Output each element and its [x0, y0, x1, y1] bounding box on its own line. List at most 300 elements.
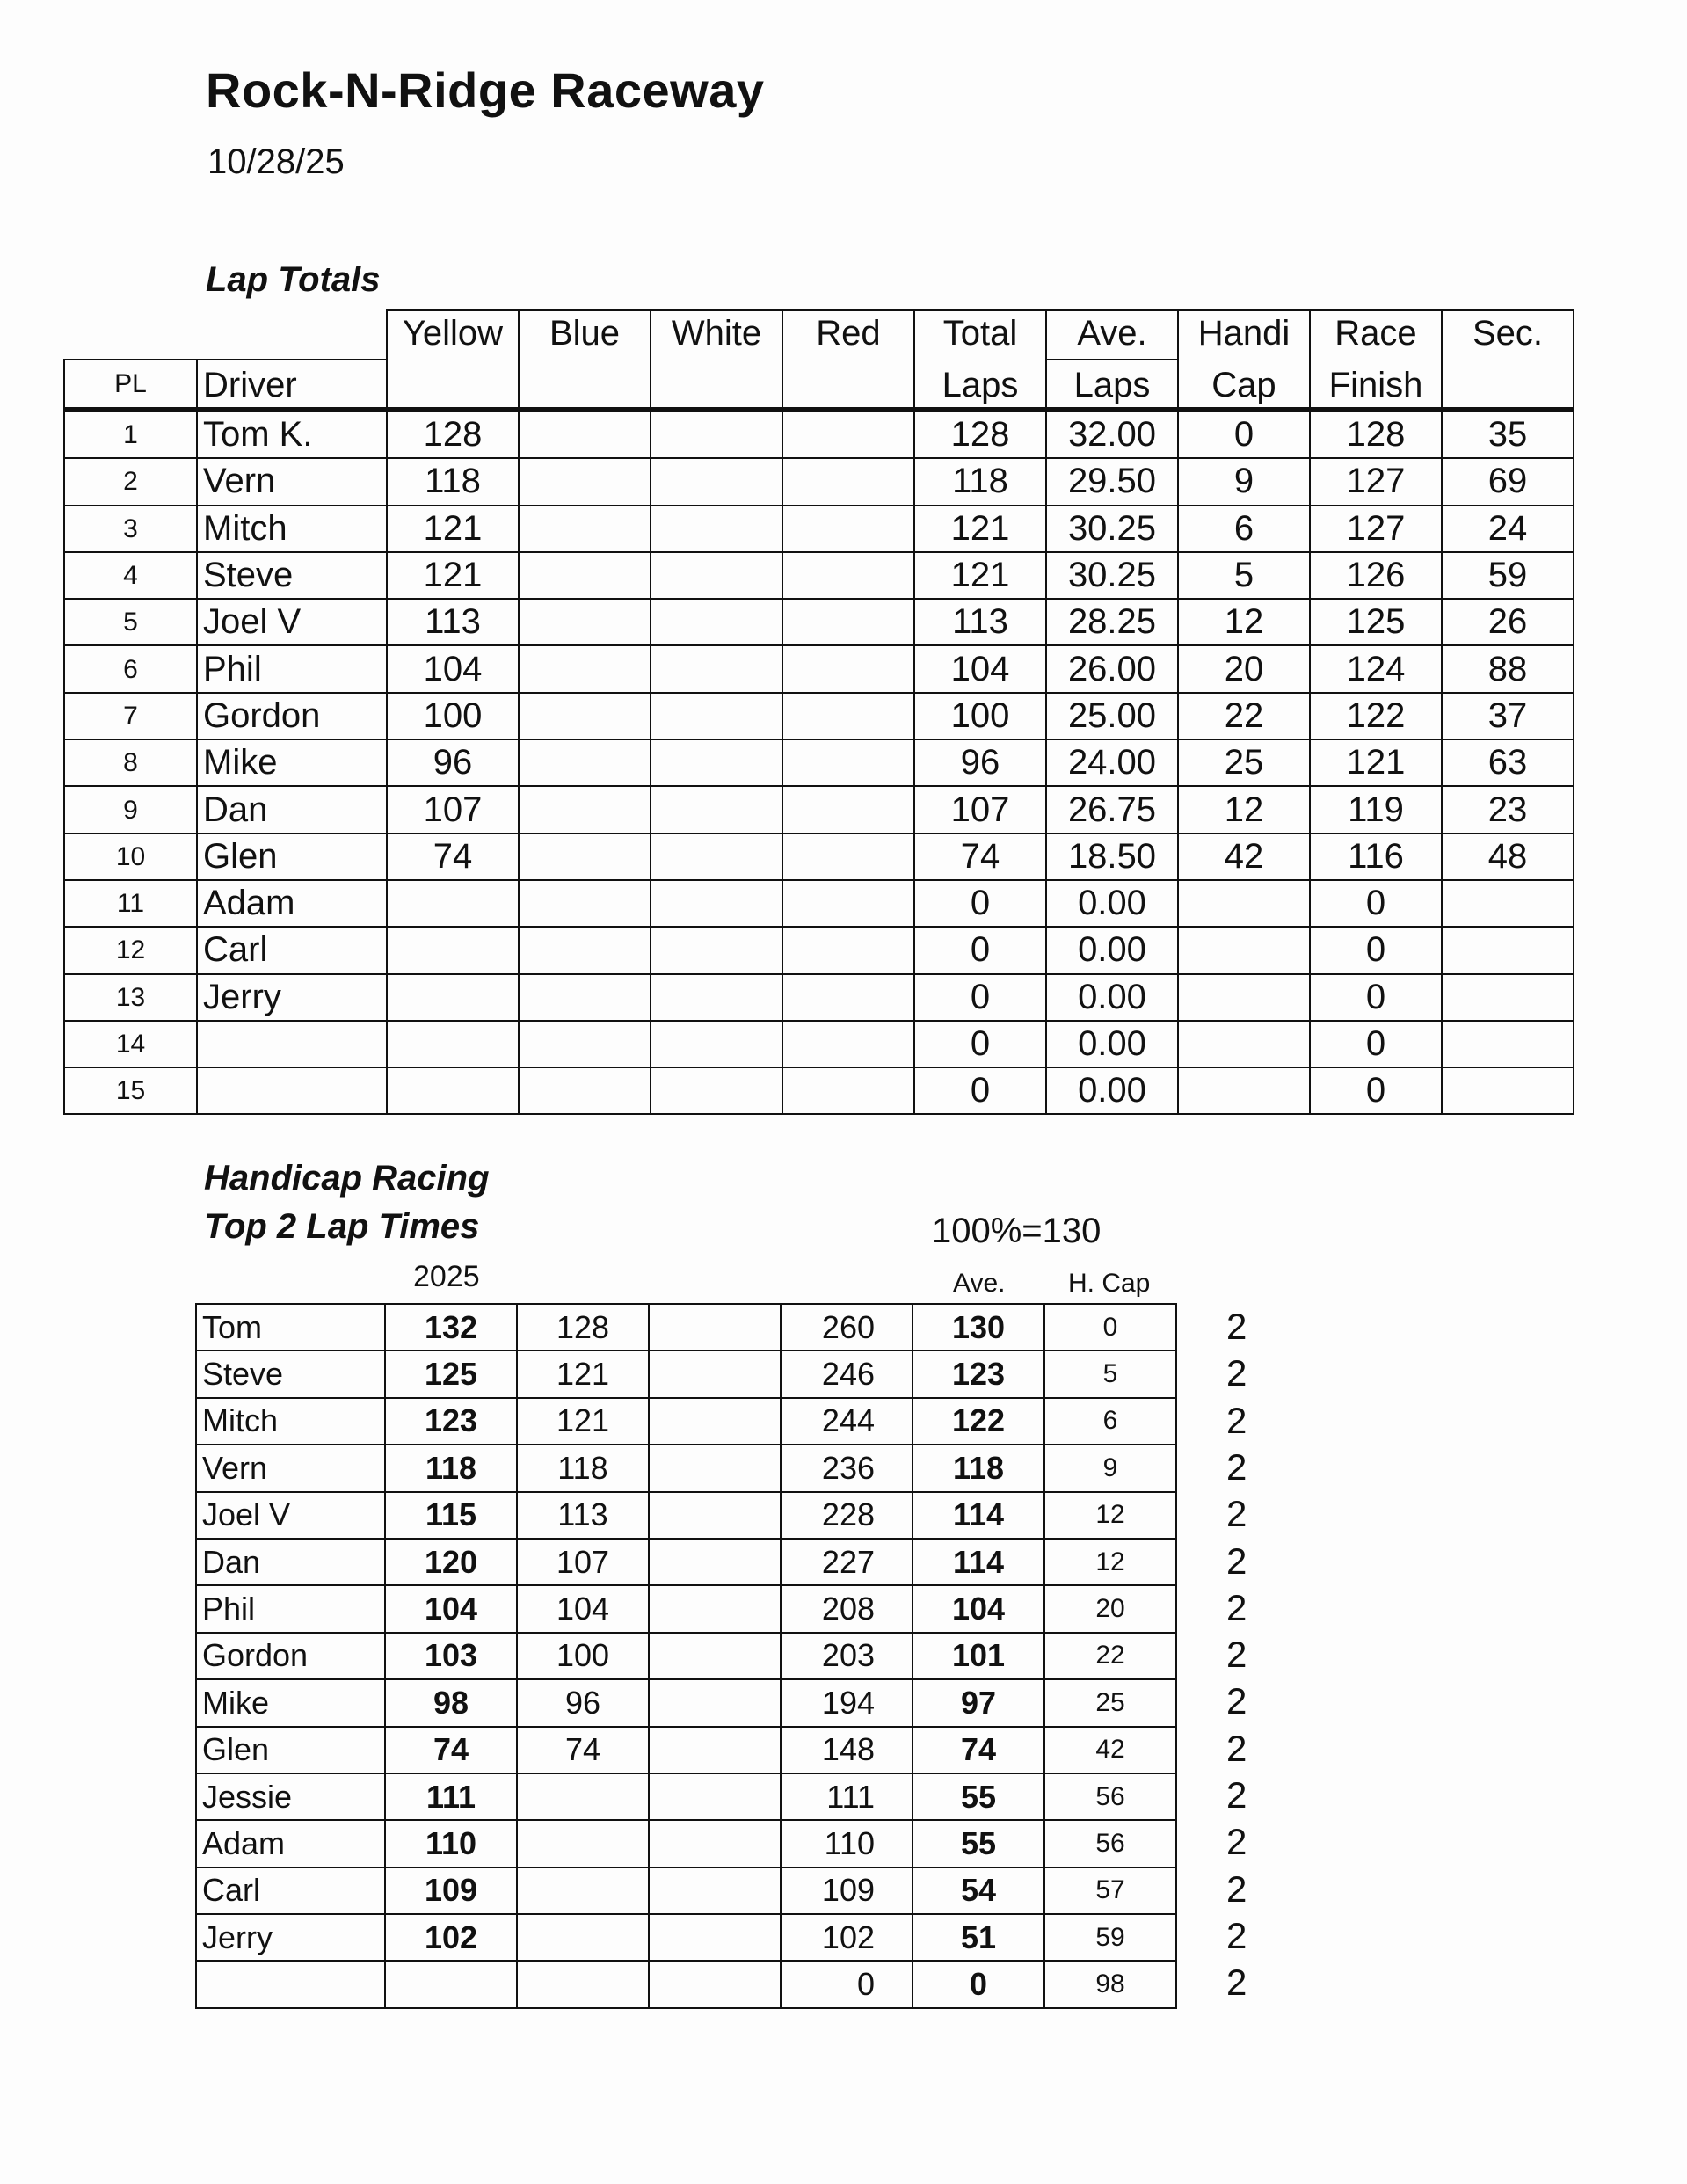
top2-heading: Top 2 Lap Times	[204, 1207, 480, 1246]
yellow-cell: 100	[387, 693, 519, 739]
blue-cell	[519, 506, 651, 552]
red-cell	[782, 1067, 914, 1114]
total-cell: 148	[781, 1727, 913, 1773]
year-label: 2025	[413, 1260, 480, 1293]
lap-row	[64, 927, 1574, 973]
yellow-cell: 118	[387, 458, 519, 505]
race-finish-cell: 122	[1310, 693, 1442, 739]
sec-cell	[1442, 880, 1574, 927]
white-cell	[651, 645, 782, 692]
yellow-cell	[387, 974, 519, 1021]
white-cell	[651, 458, 782, 505]
yellow-cell: 113	[387, 599, 519, 645]
handicap-row	[196, 1350, 1176, 1397]
sec-cell: 26	[1442, 599, 1574, 645]
average-cell: 122	[913, 1398, 1044, 1445]
race-finish-cell: 0	[1310, 1067, 1442, 1114]
header-ave-top: Ave.	[1046, 310, 1178, 360]
yellow-cell: 74	[387, 834, 519, 880]
lap-row	[64, 552, 1574, 599]
blank-cell	[649, 1633, 781, 1679]
blue-cell	[519, 599, 651, 645]
driver-cell: Tom	[196, 1304, 385, 1350]
driver-cell: Joel V	[196, 1492, 385, 1539]
pl-cell: 4	[64, 552, 197, 599]
driver-cell: Glen	[196, 1727, 385, 1773]
white-cell	[651, 834, 782, 880]
sec-cell: 37	[1442, 693, 1574, 739]
handicap-cell	[1178, 880, 1310, 927]
red-cell	[782, 693, 914, 739]
header-sec: Sec.	[1442, 310, 1574, 360]
second-lap-cell	[517, 1961, 649, 2007]
ave-laps-cell: 18.50	[1046, 834, 1178, 880]
second-lap-cell: 104	[517, 1585, 649, 1632]
total-laps-cell: 0	[914, 974, 1046, 1021]
count-value: 2	[1226, 1445, 1247, 1488]
header-red: Red	[782, 310, 914, 360]
white-cell	[651, 506, 782, 552]
ave-label: Ave.	[953, 1269, 1006, 1298]
blank-cell	[649, 1585, 781, 1632]
handicap-row	[196, 1727, 1176, 1773]
count-value: 2	[1226, 1399, 1247, 1441]
header-driver: Driver	[197, 360, 387, 410]
second-lap-cell: 107	[517, 1539, 649, 1585]
ave-laps-cell: 30.25	[1046, 506, 1178, 552]
blank-cell	[649, 1398, 781, 1445]
red-cell	[782, 974, 914, 1021]
total-cell: 203	[781, 1633, 913, 1679]
pl-cell: 14	[64, 1021, 197, 1067]
hcap-cell: 0	[1044, 1304, 1176, 1350]
handicap-row	[196, 1398, 1176, 1445]
race-date: 10/28/25	[207, 142, 345, 181]
yellow-cell	[387, 880, 519, 927]
blank-cell	[649, 1727, 781, 1773]
total-cell: 208	[781, 1585, 913, 1632]
sec-cell	[1442, 1021, 1574, 1067]
count-value: 2	[1226, 1821, 1247, 1863]
ave-laps-cell: 26.00	[1046, 645, 1178, 692]
yellow-cell	[387, 1067, 519, 1114]
handicap-cell	[1178, 974, 1310, 1021]
percent-label: 100%=130	[932, 1212, 1102, 1250]
count-value: 2	[1226, 1352, 1247, 1394]
blank-cell	[649, 1304, 781, 1350]
average-cell: 51	[913, 1914, 1044, 1961]
handicap-row	[196, 1914, 1176, 1961]
lap-row	[64, 645, 1574, 692]
blank-cell	[649, 1445, 781, 1491]
lap-header-row-2	[64, 360, 1574, 410]
second-lap-cell	[517, 1867, 649, 1914]
race-finish-cell: 124	[1310, 645, 1442, 692]
header-handicap-bottom: Cap	[1178, 360, 1310, 410]
hcap-cell: 12	[1044, 1539, 1176, 1585]
ave-laps-cell: 0.00	[1046, 1021, 1178, 1067]
blank-cell	[649, 1820, 781, 1867]
yellow-cell: 107	[387, 786, 519, 833]
total-laps-cell: 107	[914, 786, 1046, 833]
blue-cell	[519, 786, 651, 833]
ave-laps-cell: 0.00	[1046, 974, 1178, 1021]
average-cell: 74	[913, 1727, 1044, 1773]
red-cell	[782, 739, 914, 786]
red-cell	[782, 1021, 914, 1067]
second-lap-cell	[517, 1820, 649, 1867]
driver-cell: Dan	[197, 786, 387, 833]
handicap-heading: Handicap Racing	[204, 1159, 490, 1198]
lap-row	[64, 974, 1574, 1021]
sec-cell: 69	[1442, 458, 1574, 505]
race-finish-cell: 116	[1310, 834, 1442, 880]
handicap-cell: 20	[1178, 645, 1310, 692]
best-lap-cell: 120	[385, 1539, 517, 1585]
hcap-cell: 56	[1044, 1773, 1176, 1820]
second-lap-cell: 121	[517, 1398, 649, 1445]
pl-cell: 8	[64, 739, 197, 786]
total-cell: 236	[781, 1445, 913, 1491]
handicap-row	[196, 1492, 1176, 1539]
header-ave-bottom: Laps	[1046, 360, 1178, 410]
header-cell	[651, 360, 782, 410]
yellow-cell: 121	[387, 552, 519, 599]
red-cell	[782, 834, 914, 880]
hcap-cell: 59	[1044, 1914, 1176, 1961]
average-cell: 123	[913, 1350, 1044, 1397]
white-cell	[651, 1021, 782, 1067]
total-cell: 111	[781, 1773, 913, 1820]
driver-cell: Phil	[197, 645, 387, 692]
sec-cell: 63	[1442, 739, 1574, 786]
lap-row	[64, 1067, 1574, 1114]
white-cell	[651, 552, 782, 599]
red-cell	[782, 880, 914, 927]
hcap-cell: 25	[1044, 1679, 1176, 1726]
header-total-bottom: Laps	[914, 360, 1046, 410]
lap-row	[64, 880, 1574, 927]
hcap-cell: 56	[1044, 1820, 1176, 1867]
blank-corner	[64, 310, 197, 360]
average-cell: 55	[913, 1820, 1044, 1867]
ave-laps-cell: 0.00	[1046, 880, 1178, 927]
blue-cell	[519, 410, 651, 458]
race-finish-cell: 127	[1310, 458, 1442, 505]
total-laps-cell: 0	[914, 927, 1046, 973]
red-cell	[782, 552, 914, 599]
count-value: 2	[1226, 1867, 1247, 1910]
count-value: 2	[1226, 1540, 1247, 1582]
yellow-cell: 96	[387, 739, 519, 786]
total-cell: 228	[781, 1492, 913, 1539]
total-laps-cell: 121	[914, 506, 1046, 552]
blank-cell	[649, 1867, 781, 1914]
header-cell	[782, 360, 914, 410]
best-lap-cell: 111	[385, 1773, 517, 1820]
driver-cell: Dan	[196, 1539, 385, 1585]
handicap-cell: 9	[1178, 458, 1310, 505]
total-cell: 194	[781, 1679, 913, 1726]
handicap-table	[195, 1303, 1177, 2009]
handicap-cell: 42	[1178, 834, 1310, 880]
driver-cell: Mitch	[196, 1398, 385, 1445]
red-cell	[782, 927, 914, 973]
white-cell	[651, 786, 782, 833]
second-lap-cell	[517, 1914, 649, 1961]
race-finish-cell: 119	[1310, 786, 1442, 833]
handicap-row	[196, 1867, 1176, 1914]
lap-row	[64, 739, 1574, 786]
header-yellow: Yellow	[387, 310, 519, 360]
blank-cell	[649, 1961, 781, 2007]
blue-cell	[519, 552, 651, 599]
count-value: 2	[1226, 1680, 1247, 1722]
hcap-cell: 42	[1044, 1727, 1176, 1773]
driver-cell: Vern	[197, 458, 387, 505]
yellow-cell: 128	[387, 410, 519, 458]
second-lap-cell: 128	[517, 1304, 649, 1350]
best-lap-cell: 103	[385, 1633, 517, 1679]
yellow-cell: 104	[387, 645, 519, 692]
blank-cell	[649, 1350, 781, 1397]
lap-header-row-1	[64, 310, 1574, 360]
best-lap-cell: 115	[385, 1492, 517, 1539]
driver-cell: Gordon	[197, 693, 387, 739]
total-cell: 102	[781, 1914, 913, 1961]
yellow-cell	[387, 927, 519, 973]
driver-cell: Tom K.	[197, 410, 387, 458]
header-blue: Blue	[519, 310, 651, 360]
total-laps-cell: 113	[914, 599, 1046, 645]
count-value: 2	[1226, 1586, 1247, 1628]
handicap-row	[196, 1773, 1176, 1820]
blank-cell	[649, 1539, 781, 1585]
driver-cell: Mitch	[197, 506, 387, 552]
hcap-cell: 9	[1044, 1445, 1176, 1491]
hcap-cell: 20	[1044, 1585, 1176, 1632]
best-lap-cell: 132	[385, 1304, 517, 1350]
blue-cell	[519, 834, 651, 880]
hcap-cell: 5	[1044, 1350, 1176, 1397]
handicap-row	[196, 1961, 1176, 2007]
total-laps-cell: 104	[914, 645, 1046, 692]
driver-cell: Adam	[196, 1820, 385, 1867]
best-lap-cell: 118	[385, 1445, 517, 1491]
average-cell: 55	[913, 1773, 1044, 1820]
hcap-label: H. Cap	[1068, 1269, 1151, 1298]
total-cell: 0	[781, 1961, 913, 2007]
best-lap-cell: 98	[385, 1679, 517, 1726]
header-cell	[387, 360, 519, 410]
count-value: 2	[1226, 1727, 1247, 1769]
total-laps-cell: 0	[914, 1067, 1046, 1114]
second-lap-cell: 74	[517, 1727, 649, 1773]
ave-laps-cell: 26.75	[1046, 786, 1178, 833]
blue-cell	[519, 1067, 651, 1114]
pl-cell: 5	[64, 599, 197, 645]
second-lap-cell: 100	[517, 1633, 649, 1679]
driver-cell: Adam	[197, 880, 387, 927]
red-cell	[782, 506, 914, 552]
white-cell	[651, 599, 782, 645]
driver-cell: Phil	[196, 1585, 385, 1632]
ave-laps-cell: 0.00	[1046, 1067, 1178, 1114]
pl-cell: 2	[64, 458, 197, 505]
white-cell	[651, 693, 782, 739]
average-cell: 118	[913, 1445, 1044, 1491]
driver-cell: Jessie	[196, 1773, 385, 1820]
average-cell: 114	[913, 1539, 1044, 1585]
race-finish-cell: 126	[1310, 552, 1442, 599]
driver-cell	[197, 1021, 387, 1067]
handicap-cell	[1178, 1067, 1310, 1114]
handicap-row	[196, 1304, 1176, 1350]
pl-cell: 1	[64, 410, 197, 458]
handicap-row	[196, 1633, 1176, 1679]
second-lap-cell: 118	[517, 1445, 649, 1491]
handicap-cell	[1178, 1021, 1310, 1067]
driver-cell: Vern	[196, 1445, 385, 1491]
blue-cell	[519, 974, 651, 1021]
handicap-row	[196, 1445, 1176, 1491]
total-laps-cell: 121	[914, 552, 1046, 599]
pl-cell: 15	[64, 1067, 197, 1114]
blue-cell	[519, 1021, 651, 1067]
second-lap-cell: 121	[517, 1350, 649, 1397]
sec-cell: 59	[1442, 552, 1574, 599]
header-handicap-top: Handi	[1178, 310, 1310, 360]
driver-cell: Carl	[197, 927, 387, 973]
driver-cell	[196, 1961, 385, 2007]
lap-row	[64, 786, 1574, 833]
second-lap-cell	[517, 1773, 649, 1820]
ave-laps-cell: 24.00	[1046, 739, 1178, 786]
red-cell	[782, 599, 914, 645]
race-finish-cell: 0	[1310, 927, 1442, 973]
hcap-cell: 22	[1044, 1633, 1176, 1679]
sec-cell	[1442, 927, 1574, 973]
average-cell: 54	[913, 1867, 1044, 1914]
count-value: 2	[1226, 1634, 1247, 1676]
driver-cell: Mike	[196, 1679, 385, 1726]
total-laps-cell: 100	[914, 693, 1046, 739]
average-cell: 130	[913, 1304, 1044, 1350]
sec-cell: 88	[1442, 645, 1574, 692]
header-cell	[519, 360, 651, 410]
average-cell: 97	[913, 1679, 1044, 1726]
sec-cell: 23	[1442, 786, 1574, 833]
driver-cell: Steve	[196, 1350, 385, 1397]
best-lap-cell: 110	[385, 1820, 517, 1867]
driver-cell: Jerry	[196, 1914, 385, 1961]
total-cell: 244	[781, 1398, 913, 1445]
handicap-row	[196, 1820, 1176, 1867]
pl-cell: 6	[64, 645, 197, 692]
race-finish-cell: 0	[1310, 974, 1442, 1021]
total-laps-cell: 96	[914, 739, 1046, 786]
handicap-row	[196, 1585, 1176, 1632]
second-lap-cell: 113	[517, 1492, 649, 1539]
header-race-top: Race	[1310, 310, 1442, 360]
total-laps-cell: 118	[914, 458, 1046, 505]
header-race-bottom: Finish	[1310, 360, 1442, 410]
best-lap-cell: 104	[385, 1585, 517, 1632]
pl-cell: 3	[64, 506, 197, 552]
red-cell	[782, 410, 914, 458]
handicap-row	[196, 1539, 1176, 1585]
red-cell	[782, 786, 914, 833]
ave-laps-cell: 0.00	[1046, 927, 1178, 973]
red-cell	[782, 645, 914, 692]
lap-row	[64, 599, 1574, 645]
white-cell	[651, 974, 782, 1021]
sec-cell: 48	[1442, 834, 1574, 880]
blue-cell	[519, 693, 651, 739]
driver-cell: Jerry	[197, 974, 387, 1021]
page-title: Rock-N-Ridge Raceway	[206, 62, 765, 118]
blue-cell	[519, 880, 651, 927]
count-value: 2	[1226, 1774, 1247, 1816]
count-value: 2	[1226, 1914, 1247, 1956]
header-white: White	[651, 310, 782, 360]
total-cell: 227	[781, 1539, 913, 1585]
average-cell: 101	[913, 1633, 1044, 1679]
lap-totals-heading: Lap Totals	[206, 260, 381, 299]
ave-laps-cell: 28.25	[1046, 599, 1178, 645]
race-finish-cell: 128	[1310, 410, 1442, 458]
race-finish-cell: 0	[1310, 1021, 1442, 1067]
white-cell	[651, 410, 782, 458]
pl-cell: 12	[64, 927, 197, 973]
best-lap-cell: 74	[385, 1727, 517, 1773]
handicap-cell: 5	[1178, 552, 1310, 599]
blank-cell	[649, 1914, 781, 1961]
best-lap-cell: 123	[385, 1398, 517, 1445]
blank-cell	[649, 1492, 781, 1539]
ave-laps-cell: 29.50	[1046, 458, 1178, 505]
blank-cell	[649, 1773, 781, 1820]
sec-cell: 24	[1442, 506, 1574, 552]
pl-cell: 9	[64, 786, 197, 833]
total-laps-cell: 128	[914, 410, 1046, 458]
count-value: 2	[1226, 1493, 1247, 1535]
lap-row	[64, 693, 1574, 739]
handicap-cell: 25	[1178, 739, 1310, 786]
handicap-cell: 22	[1178, 693, 1310, 739]
ave-laps-cell: 32.00	[1046, 410, 1178, 458]
handicap-cell: 6	[1178, 506, 1310, 552]
total-laps-cell: 0	[914, 880, 1046, 927]
handicap-cell: 0	[1178, 410, 1310, 458]
best-lap-cell	[385, 1961, 517, 2007]
white-cell	[651, 880, 782, 927]
total-laps-cell: 0	[914, 1021, 1046, 1067]
total-laps-cell: 74	[914, 834, 1046, 880]
count-value: 2	[1226, 1962, 1247, 2004]
hcap-cell: 57	[1044, 1867, 1176, 1914]
hcap-cell: 6	[1044, 1398, 1176, 1445]
total-cell: 109	[781, 1867, 913, 1914]
white-cell	[651, 1067, 782, 1114]
pl-cell: 10	[64, 834, 197, 880]
ave-laps-cell: 30.25	[1046, 552, 1178, 599]
handicap-cell: 12	[1178, 599, 1310, 645]
blue-cell	[519, 645, 651, 692]
hcap-cell: 98	[1044, 1961, 1176, 2007]
blank-corner	[197, 310, 387, 360]
lap-totals-table	[63, 309, 1574, 1115]
